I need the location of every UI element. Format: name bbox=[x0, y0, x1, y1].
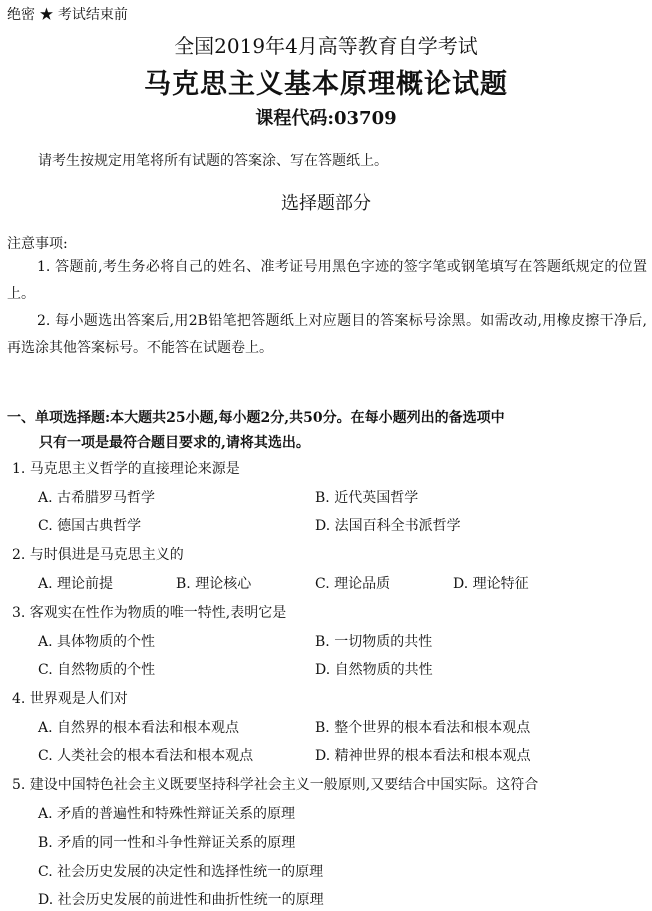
option: A. 古希腊罗马哲学 bbox=[38, 490, 156, 506]
question-stem: 2. 与时俱进是马克思主义的 bbox=[12, 547, 184, 563]
option: D. 精神世界的根本看法和根本观点 bbox=[315, 748, 531, 764]
option: C. 理论品质 bbox=[315, 576, 391, 592]
option: C. 德国古典哲学 bbox=[38, 518, 142, 534]
answer-instruction: 请考生按规定用笔将所有试题的答案涂、写在答题纸上。 bbox=[38, 153, 388, 169]
note-item: 1. 答题前,考生务必将自己的姓名、准考证号用黑色字迹的签字笔或钢笔填写在答题纸规定的位置上。 bbox=[7, 259, 647, 302]
option: A. 矛盾的普遍性和特殊性辩证关系的原理 bbox=[38, 806, 296, 822]
notes-heading: 注意事项: bbox=[7, 236, 68, 252]
option: D. 社会历史发展的前进性和曲折性统一的原理 bbox=[38, 892, 324, 908]
section-heading bbox=[7, 406, 647, 456]
option: A. 自然界的根本看法和根本观点 bbox=[38, 720, 240, 736]
option: B. 一切物质的共性 bbox=[315, 634, 433, 650]
exam-title: 全国2019年4月高等教育自学考试 bbox=[174, 34, 478, 58]
question-stem: 5. 建设中国特色社会主义既要坚持科学社会主义一般原则,又要结合中国实际。这符合 bbox=[12, 777, 539, 793]
option: D. 理论特征 bbox=[453, 576, 529, 592]
part-title: 选择题部分 bbox=[281, 193, 371, 214]
option: B. 近代英国哲学 bbox=[315, 490, 419, 506]
option: B. 整个世界的根本看法和根本观点 bbox=[315, 720, 531, 736]
question-stem: 1. 马克思主义哲学的直接理论来源是 bbox=[12, 461, 240, 477]
question-stem: 3. 客观实在性作为物质的唯一特性,表明它是 bbox=[12, 605, 287, 621]
section-heading-line: 只有一项是最符合题目要求的,请将其选出。 bbox=[39, 435, 310, 451]
option: D. 自然物质的共性 bbox=[315, 662, 433, 678]
note-item: 2. 每小题选出答案后,用2B铅笔把答题纸上对应题目的答案标号涂黑。如需改动,用橡皮擦干净后,再选涂其他答案标号。不能答在试题卷上。 bbox=[7, 313, 647, 356]
course-code: 课程代码:03709 bbox=[255, 108, 397, 129]
subject-title: 马克思主义基本原理概论试题 bbox=[144, 69, 508, 100]
option: B. 理论核心 bbox=[176, 576, 252, 592]
question-stem: 4. 世界观是人们对 bbox=[12, 691, 128, 707]
option: C. 人类社会的根本看法和根本观点 bbox=[38, 748, 254, 764]
option: D. 法国百科全书派哲学 bbox=[315, 518, 461, 534]
secret-label: 绝密 ★ 考试结束前 bbox=[7, 7, 128, 23]
section-heading-line: 一、单项选择题:本大题共25小题,每小题2分,共50分。在每小题列出的备选项中 bbox=[7, 410, 505, 426]
option: A. 具体物质的个性 bbox=[38, 634, 156, 650]
option: C. 社会历史发展的决定性和选择性统一的原理 bbox=[38, 864, 324, 880]
option: A. 理论前提 bbox=[38, 576, 114, 592]
option: C. 自然物质的个性 bbox=[38, 662, 156, 678]
option: B. 矛盾的同一性和斗争性辩证关系的原理 bbox=[38, 835, 296, 851]
